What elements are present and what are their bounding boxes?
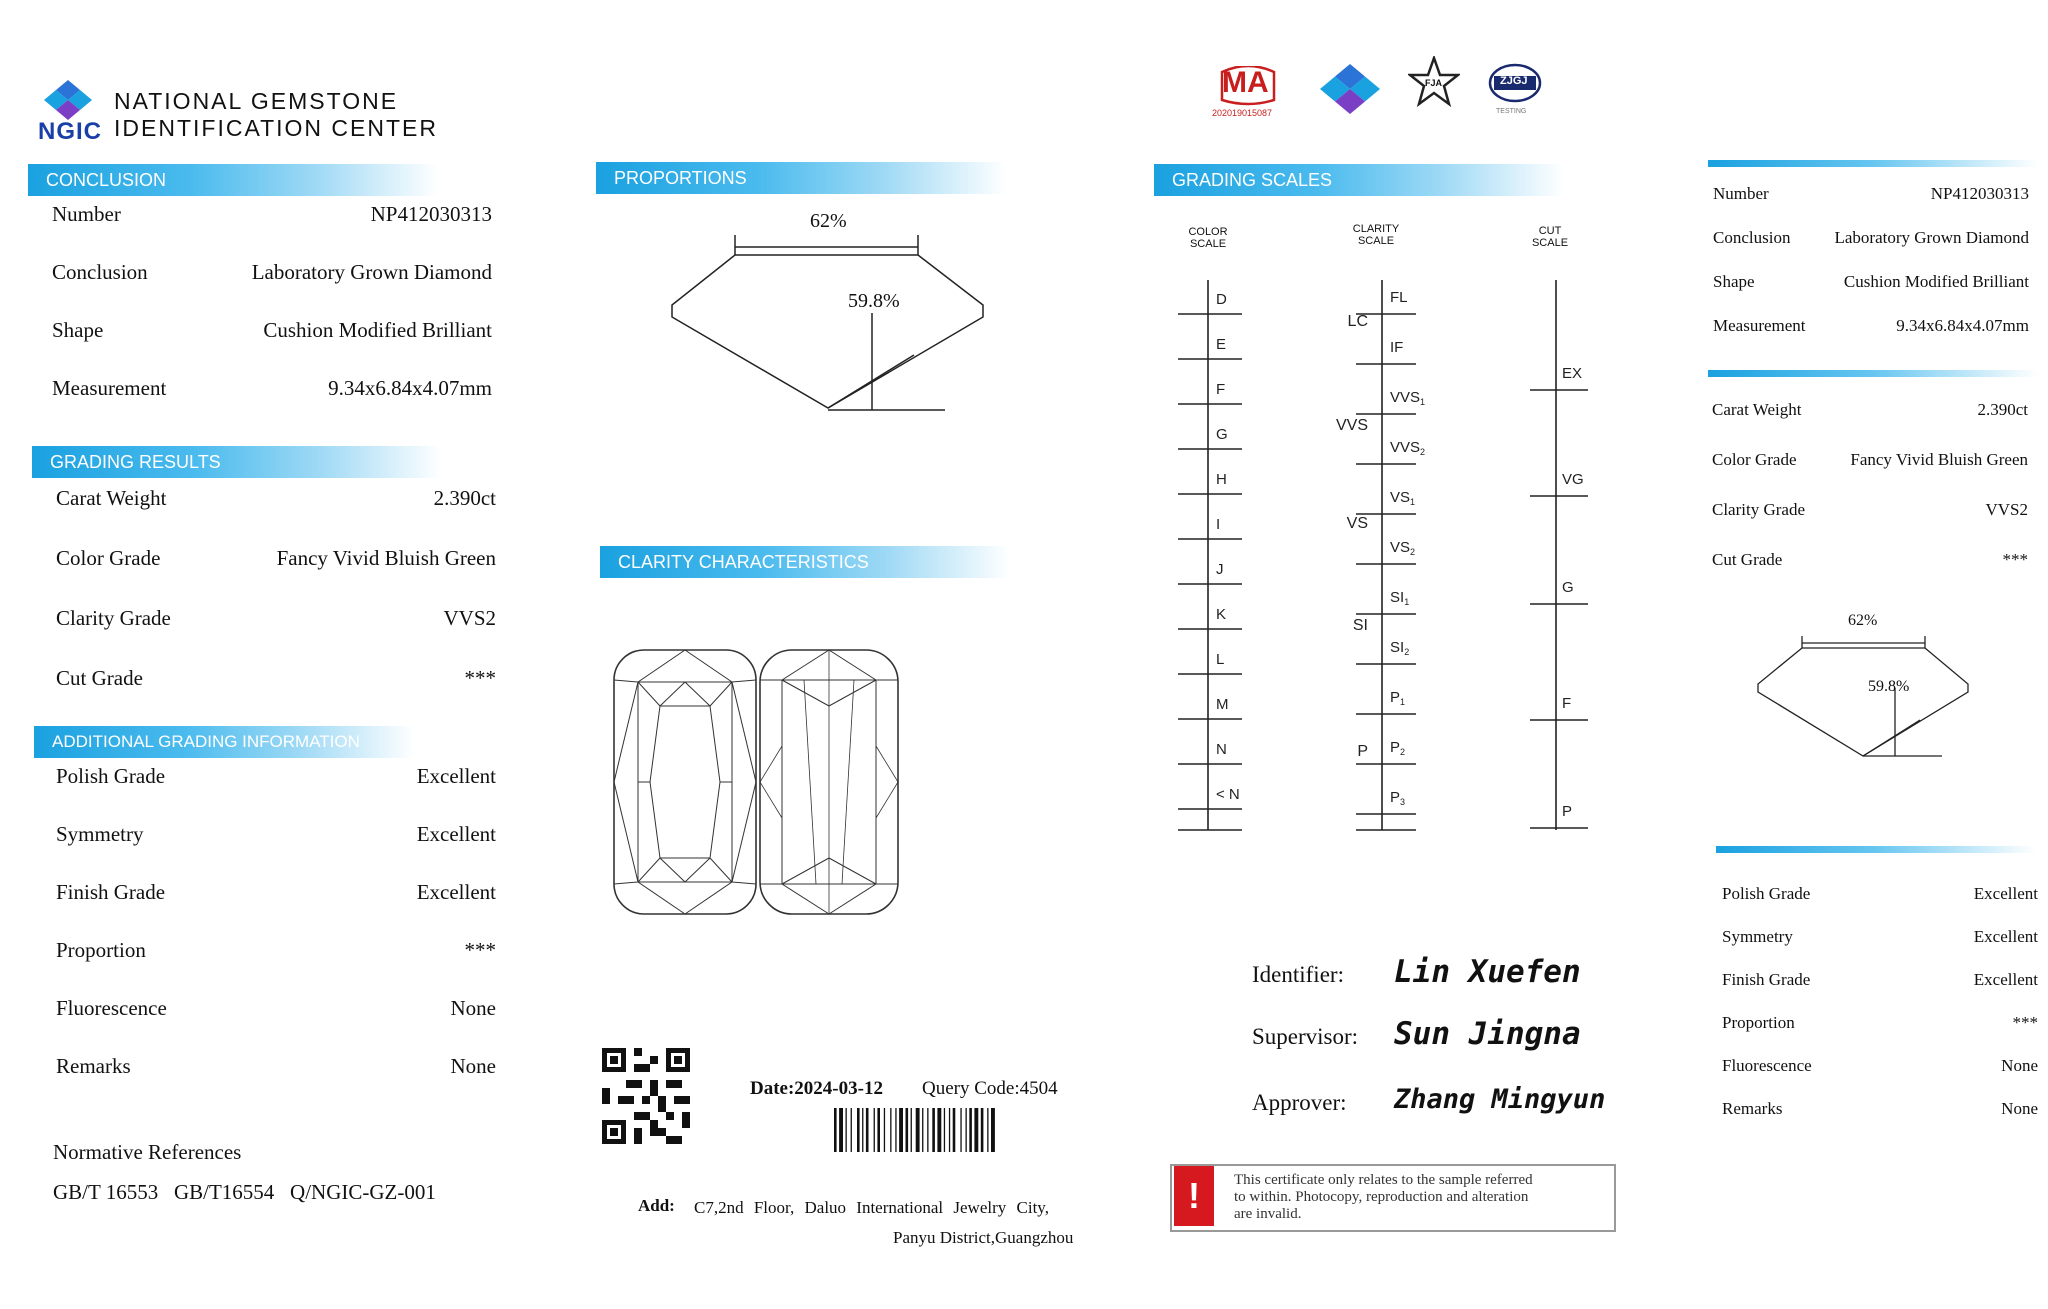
field-value: VVS2 [443, 606, 496, 630]
address-line1: C7,2nd Floor, Daluo International Jewelry City, [694, 1198, 1049, 1217]
barcode-bar [949, 1108, 950, 1152]
cut-scale-title [1522, 225, 1578, 249]
clarity-group-label: SI [1352, 617, 1368, 634]
field-row [1712, 400, 2028, 420]
field-row [56, 822, 496, 847]
barcode-bar [911, 1108, 912, 1152]
barcode-bar [937, 1108, 941, 1152]
ngic-logo-text: NGIC [38, 118, 102, 145]
barcode-bar [846, 1108, 847, 1152]
field-value: None [2001, 1056, 2038, 1075]
barcode-bar [834, 1108, 837, 1152]
clarity-grade-label: $P_1$ [1390, 689, 1406, 707]
field-value: Excellent [1973, 970, 2038, 989]
clarity-grade-label: $VVS_2$ [1390, 439, 1426, 457]
cut-scale-title-line2: SCALE [1531, 237, 1569, 249]
field-label: Color Grade [56, 546, 161, 570]
clarity-plot-crown-view [610, 646, 760, 918]
warning-icon: ! [1174, 1166, 1214, 1226]
field-row [1713, 272, 2029, 292]
field-label: Number [52, 202, 121, 226]
approver-label: Approver: [1252, 1090, 1347, 1115]
clarity-group-label: LC [1347, 313, 1368, 330]
fja-logo-text: FJA [1425, 78, 1443, 88]
address-line2: Panyu District,Guangzhou [893, 1228, 1074, 1247]
barcode-bar [839, 1108, 843, 1152]
clarity-grade-label: $SI_2$ [1390, 639, 1410, 657]
field-label: Fluorescence [56, 996, 167, 1020]
identifier-label: Identifier: [1252, 962, 1344, 987]
field-row [1713, 316, 2029, 336]
field-value: VVS2 [1985, 500, 2028, 519]
ngic-diamond-logo-icon [44, 80, 92, 120]
color-grade-label: E [1216, 336, 1227, 353]
field-label: Carat Weight [56, 486, 167, 510]
barcode-bar [884, 1108, 885, 1152]
field-label: Conclusion [1713, 228, 1791, 247]
report-date: Date:2024-03-12 [750, 1078, 883, 1099]
proportions-depth-pct: 59.8% [848, 290, 900, 312]
barcode-bar [932, 1108, 935, 1152]
barcode-bar [953, 1108, 956, 1152]
lab-name-line2: IDENTIFICATION CENTER [114, 115, 438, 141]
field-value: NP412030313 [370, 202, 492, 226]
field-label: Number [1713, 184, 1769, 203]
zjgj-logo-sub: TESTING [1496, 108, 1527, 115]
field-label: Finish Grade [56, 880, 166, 904]
approver-signature: Zhang Mingyun [1394, 1084, 1606, 1115]
clarity-grade-label: $P_2$ [1390, 739, 1406, 757]
barcode-bar [899, 1108, 903, 1152]
field-value: Fancy Vivid Bluish Green [1850, 450, 2028, 469]
barcode-bar [895, 1108, 896, 1152]
clarity-group-label: VVS [1335, 417, 1368, 434]
barcode-bar [927, 1108, 928, 1152]
color-grade-label: N [1216, 741, 1227, 758]
field-value: 2.390ct [1977, 400, 2028, 419]
barcode-bar [969, 1108, 972, 1152]
field-value: NP412030313 [1930, 184, 2029, 203]
color-grade-label: < N [1216, 786, 1240, 803]
field-label: Clarity Grade [56, 606, 171, 630]
cma-logo-text: MA [1222, 66, 1269, 99]
field-label: Symmetry [56, 822, 144, 846]
barcode-bar [851, 1108, 852, 1152]
barcode-bar [866, 1108, 869, 1152]
field-row [1713, 228, 2029, 248]
zjgj-logo-text: ZJGJ [1500, 75, 1528, 87]
field-label: Fluorescence [1722, 1056, 1812, 1075]
cma-number: 202019015087 [1212, 108, 1273, 118]
barcode-bar [862, 1108, 863, 1152]
clarity-scale-title [1346, 223, 1406, 247]
field-label: Proportion [56, 938, 146, 962]
barcode-bar [981, 1108, 984, 1152]
field-label: Conclusion [52, 260, 148, 284]
field-value: Fancy Vivid Bluish Green [276, 546, 496, 570]
summary-divider-top [1708, 160, 2038, 167]
disclaimer-text [1234, 1172, 1612, 1223]
clarity-grade-label: $VS_1$ [1390, 489, 1416, 507]
disclaimer-line2: to within. Photocopy, reproduction and alteration [1234, 1189, 1529, 1205]
field-label: Symmetry [1722, 927, 1793, 946]
barcode-bar [922, 1108, 923, 1152]
field-row [52, 318, 492, 343]
color-grade-label: K [1216, 606, 1227, 623]
clarity-grade-label: FL [1390, 289, 1408, 306]
clarity-scale-title-line1: CLARITY [1352, 223, 1400, 235]
field-value: *** [464, 938, 496, 962]
disclaimer-line1: This certificate only relates to the sample referred [1234, 1172, 1533, 1188]
field-label: Measurement [1713, 316, 1806, 335]
field-label: Color Grade [1712, 450, 1797, 469]
field-row [1713, 184, 2029, 204]
field-row [1722, 1056, 2038, 1076]
barcode-bar [916, 1108, 920, 1152]
field-value: 2.390ct [433, 486, 496, 510]
supervisor-signature: Sun Jingna [1394, 1016, 1581, 1052]
field-label: Cut Grade [56, 666, 143, 690]
field-label: Finish Grade [1722, 970, 1811, 989]
field-label: Polish Grade [56, 764, 166, 788]
field-label: Shape [1713, 272, 1755, 291]
summary-table-pct: 62% [1848, 612, 1878, 629]
barcode-bar [966, 1108, 967, 1152]
clarity-plot-pavilion-view [756, 646, 902, 918]
field-value: Excellent [1973, 927, 2038, 946]
cut-scale-title-line1: CUT [1538, 225, 1562, 237]
barcode-bar [991, 1108, 995, 1152]
field-row [1712, 500, 2028, 520]
clarity-grade-label: $VS_2$ [1390, 539, 1416, 557]
color-scale-title-line1: COLOR [1188, 226, 1228, 238]
clarity-grade-label: $VVS_1$ [1390, 389, 1426, 407]
field-row [1722, 884, 2038, 904]
grading-scales-section-bar: GRADING SCALES [1154, 164, 1564, 196]
lab-name-line1: NATIONAL GEMSTONE [114, 88, 399, 114]
query-code: Query Code:4504 [922, 1078, 1058, 1099]
color-grade-label: M [1216, 696, 1229, 713]
field-label: Polish Grade [1722, 884, 1811, 903]
grading-results-section-bar: GRADING RESULTS [32, 446, 442, 478]
barcode-bar [874, 1108, 875, 1152]
field-label: Proportion [1722, 1013, 1795, 1032]
conclusion-section-bar: CONCLUSION [28, 164, 438, 196]
clarity-grade-label: $P_3$ [1390, 789, 1406, 807]
normative-references-title: Normative References [53, 1140, 242, 1164]
grading-scales-chart [1160, 270, 1620, 840]
field-row [56, 546, 496, 571]
clarity-scale-title-line2: SCALE [1357, 235, 1395, 247]
supervisor-label: Supervisor: [1252, 1024, 1359, 1049]
field-row [56, 938, 496, 963]
proportions-table-pct: 62% [810, 210, 847, 232]
field-row [56, 880, 496, 905]
address-label: Add: [638, 1196, 675, 1215]
summary-divider-bottom [1716, 846, 2036, 853]
field-value: 9.34x6.84x4.07mm [328, 376, 492, 400]
color-scale-title-line2: SCALE [1189, 238, 1227, 250]
color-grade-label: F [1216, 381, 1226, 398]
clarity-grade-label: $SI_1$ [1390, 589, 1410, 607]
clarity-group-label: VS [1346, 515, 1368, 532]
lab-name [114, 88, 438, 142]
barcode-bar [974, 1108, 978, 1152]
color-grade-label: G [1216, 426, 1228, 443]
color-scale-title [1180, 226, 1236, 250]
field-value: Cushion Modified Brilliant [1843, 272, 2029, 291]
disclaimer-line3: are invalid. [1234, 1206, 1302, 1222]
color-grade-label: H [1216, 471, 1227, 488]
field-value: None [2001, 1099, 2038, 1118]
field-row [56, 996, 496, 1021]
field-value: *** [2012, 1013, 2038, 1032]
field-row [1722, 970, 2038, 990]
barcode-bar [906, 1108, 909, 1152]
summary-divider-middle [1708, 370, 2038, 377]
field-value: Excellent [416, 880, 496, 904]
cut-grade-label: EX [1562, 365, 1583, 382]
barcode-icon [832, 1108, 1078, 1154]
qr-code-icon[interactable] [602, 1046, 690, 1146]
field-label: Shape [52, 318, 104, 342]
color-grade-label: D [1216, 291, 1227, 308]
field-value: 9.34x6.84x4.07mm [1896, 316, 2029, 335]
clarity-grade-label: IF [1390, 339, 1404, 356]
field-label: Remarks [1722, 1099, 1783, 1118]
field-value: *** [2002, 550, 2028, 569]
barcode-bar [877, 1108, 880, 1152]
barcode-bar [890, 1108, 891, 1152]
field-value: Cushion Modified Brilliant [263, 318, 492, 342]
field-value: Laboratory Grown Diamond [251, 260, 492, 284]
field-value: Excellent [416, 822, 496, 846]
field-row [56, 486, 496, 511]
field-row [1722, 927, 2038, 947]
field-value: *** [464, 666, 496, 690]
field-value: None [450, 996, 496, 1020]
field-value: Laboratory Grown Diamond [1834, 228, 2029, 247]
field-row [1712, 550, 2028, 570]
cut-grade-label: G [1562, 579, 1574, 596]
field-value: None [450, 1054, 496, 1078]
clarity-group-label: P [1357, 743, 1368, 760]
field-value: Excellent [1973, 884, 2038, 903]
field-row [1722, 1013, 2038, 1033]
field-label: Clarity Grade [1712, 500, 1805, 519]
color-grade-label: I [1216, 516, 1221, 533]
field-label: Measurement [52, 376, 167, 400]
proportions-diagram [660, 205, 1000, 415]
clarity-characteristics-section-bar: CLARITY CHARACTERISTICS [600, 546, 1010, 578]
summary-depth-pct: 59.8% [1868, 678, 1910, 695]
field-label: Carat Weight [1712, 400, 1802, 419]
field-label: Remarks [56, 1054, 131, 1078]
color-grade-label: L [1216, 651, 1225, 668]
field-row [56, 1054, 496, 1079]
field-row [52, 376, 492, 401]
field-row [56, 666, 496, 691]
field-row [1712, 450, 2028, 470]
normative-references-list: GB/T 16553 GB/T16554 Q/NGIC-GZ-001 [53, 1180, 436, 1204]
barcode-bar [944, 1108, 945, 1152]
cut-grade-label: VG [1562, 471, 1584, 488]
field-label: Cut Grade [1712, 550, 1783, 569]
cut-grade-label: F [1562, 695, 1572, 712]
field-row [1722, 1099, 2038, 1119]
identifier-signature: Lin Xuefen [1394, 954, 1581, 990]
proportions-section-bar: PROPORTIONS [596, 162, 1006, 194]
barcode-bar [960, 1108, 961, 1152]
color-grade-label: J [1216, 561, 1224, 578]
field-row [56, 764, 496, 789]
summary-proportions-diagram [1750, 628, 1980, 768]
field-row [56, 606, 496, 631]
field-row [52, 202, 492, 227]
field-value: Excellent [416, 764, 496, 788]
cut-grade-label: P [1562, 803, 1573, 820]
barcode-bar [857, 1108, 860, 1152]
ngic-diamond-badge-icon [1320, 62, 1380, 116]
field-row [52, 260, 492, 285]
barcode-bar [987, 1108, 988, 1152]
additional-info-section-bar: ADDITIONAL GRADING INFORMATION [34, 726, 414, 758]
